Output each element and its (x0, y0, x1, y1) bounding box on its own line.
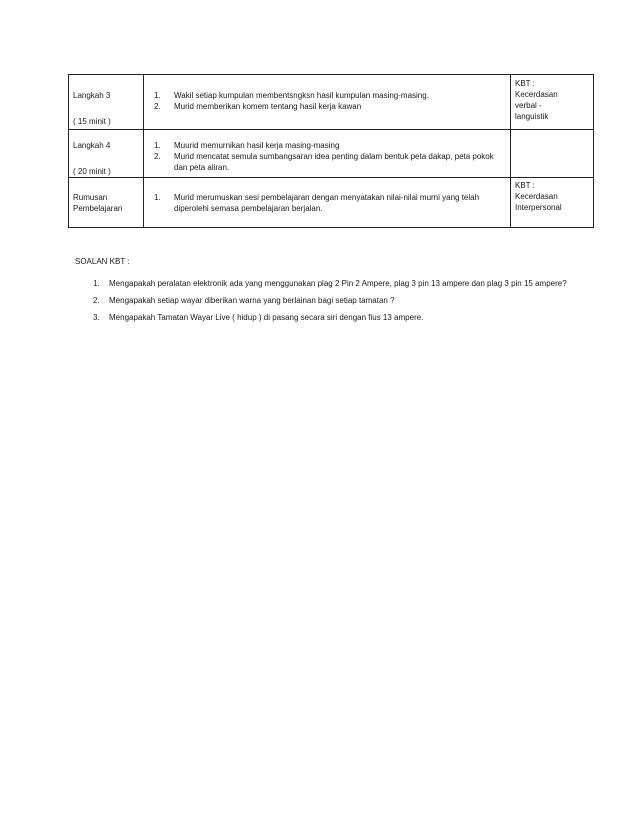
activity-list (148, 90, 506, 112)
activity-cell (144, 130, 511, 178)
list-item: 1. Mengapakah peralatan elektronik ada yang menggunakan plag 2 Pin 2 Ampere, plag 3 pin 13 ampere dan plag 3 pin 15 ampere? (93, 279, 567, 288)
step-time: ( 15 minit ) (73, 117, 111, 126)
kbt-cell (511, 178, 594, 228)
activity-cell (144, 178, 511, 228)
step-time: ( 20 minit ) (73, 167, 111, 176)
list-item: 3. Mengapakah Tamatan Wayar Live ( hidup ) di pasang secara siri dengan fius 13 ampere. (93, 313, 424, 322)
list-item: 2. Mengapakah setiap wayar diberikan warna yang berlainan bagi setiap tamatan ? (93, 296, 395, 305)
step-cell (69, 75, 144, 130)
list-item: 1. Wakil setiap kumpulan membentsngksn hasil kumpulan masing-masing. (154, 91, 429, 100)
list-item: 1. Muurid memurnikan hasil kerja masing-masing (154, 141, 340, 150)
kbt-line: languistik (515, 112, 549, 121)
step-label: Rumusan (73, 193, 108, 202)
kbt-line: Interpersonal (515, 203, 562, 212)
kbt-cell (511, 75, 594, 130)
list-item: 2. Murid mencatat semula sumbangsaran idea penting dalam bentuk peta dakap, peta pokok dan peta aliran. (154, 152, 494, 172)
kbt-line: Kecerdasan (515, 90, 558, 99)
kbt-line: KBT : (515, 181, 535, 190)
section-title: SOALAN KBT : (75, 257, 130, 266)
step-time: Pembelajaran (73, 204, 123, 213)
step-label: Langkah 4 (73, 141, 111, 150)
list-item: 1. Murid merumuskan sesi pembelajaran dengan menyatakan nilai-nilai murni yang telah diperolehi semasa pembelajaran berjalan. (154, 193, 480, 213)
step-label: Langkah 3 (73, 91, 111, 100)
activity-list (148, 140, 506, 173)
kbt-line: KBT : (515, 79, 535, 88)
table-row (69, 178, 594, 228)
kbt-cell (511, 130, 594, 178)
table-row (69, 130, 594, 178)
step-cell (69, 178, 144, 228)
lesson-plan-table (68, 74, 594, 228)
table-row (69, 75, 594, 130)
question-list (75, 277, 575, 324)
activity-list (148, 192, 506, 214)
kbt-line: verbal - (515, 101, 542, 110)
step-cell (69, 130, 144, 178)
list-item: 2. Murid memberikan komem tentang hasil kerja kawan (154, 102, 362, 111)
activity-cell (144, 75, 511, 130)
kbt-line: Kecerdasan (515, 192, 558, 201)
questions-section (75, 256, 575, 328)
